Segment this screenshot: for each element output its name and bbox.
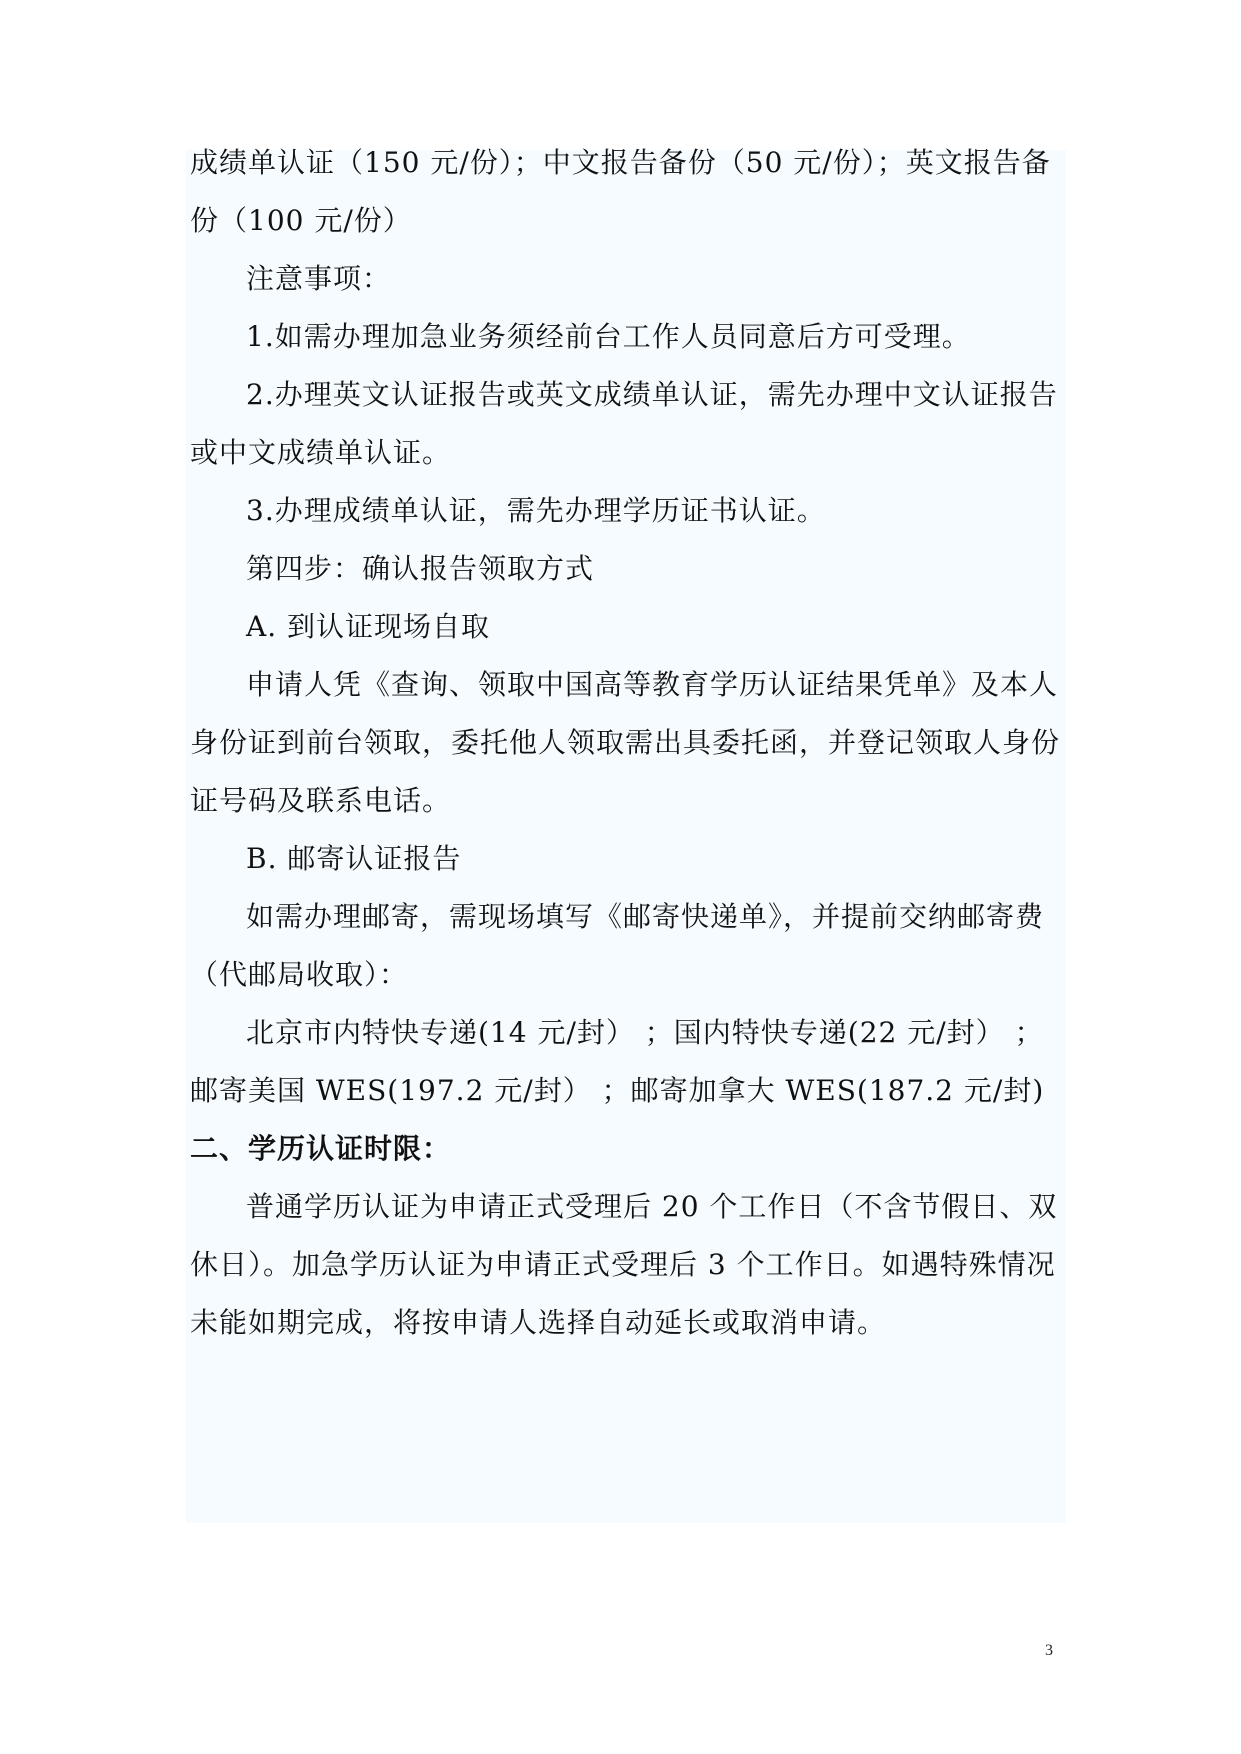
option-a-heading: A. 到认证现场自取 [246,610,491,643]
time-limit-text-1: 普通学历认证为申请正式受理后 20 个工作日（不含节假日、双 [246,1190,1058,1223]
note-item-2-continued: 或中文成绩单认证。 [190,436,452,469]
time-limit-text-2: 休日）。加急学历认证为申请正式受理后 3 个工作日。如遇特殊情况 [190,1248,1056,1281]
option-a-text-2: 身份证到前台领取，委托他人领取需出具委托函，并登记领取人身份 [190,726,1061,759]
step-four-heading: 第四步：确认报告领取方式 [246,552,595,585]
section-two-heading: 二、学历认证时限： [190,1132,452,1165]
option-a-text-3: 证号码及联系电话。 [190,784,452,817]
option-a-text-1: 申请人凭《查询、领取中国高等教育学历认证结果凭单》及本人 [246,668,1059,701]
option-b-text-1: 如需办理邮寄，需现场填写《邮寄快递单》，并提前交纳邮寄费 [246,900,1045,933]
postage-fees-line-2: 邮寄美国 WES(197.2 元/封） ；邮寄加拿大 WES(187.2 元/封) [190,1074,1045,1107]
postage-fees-line-1: 北京市内特快专递(14 元/封） ；国内特快专递(22 元/封） ； [246,1016,1044,1049]
note-item-1: 1.如需办理加急业务须经前台工作人员同意后方可受理。 [246,320,971,353]
text-line-fees-1: 成绩单认证（150 元/份）；中文报告备份（50 元/份）；英文报告备 [190,146,1051,179]
time-limit-text-3: 未能如期完成，将按申请人选择自动延长或取消申请。 [190,1306,887,1339]
text-line-fees-2: 份（100 元/份） [190,204,412,237]
page-number: 3 [1045,1642,1053,1659]
notes-heading: 注意事项： [246,262,392,295]
option-b-text-2: （代邮局收取）： [190,958,409,991]
note-item-3: 3.办理成绩单认证，需先办理学历证书认证。 [246,494,826,527]
option-b-heading: B. 邮寄认证报告 [246,842,462,875]
note-item-2: 2.办理英文认证报告或英文成绩单认证，需先办理中文认证报告 [246,378,1058,411]
